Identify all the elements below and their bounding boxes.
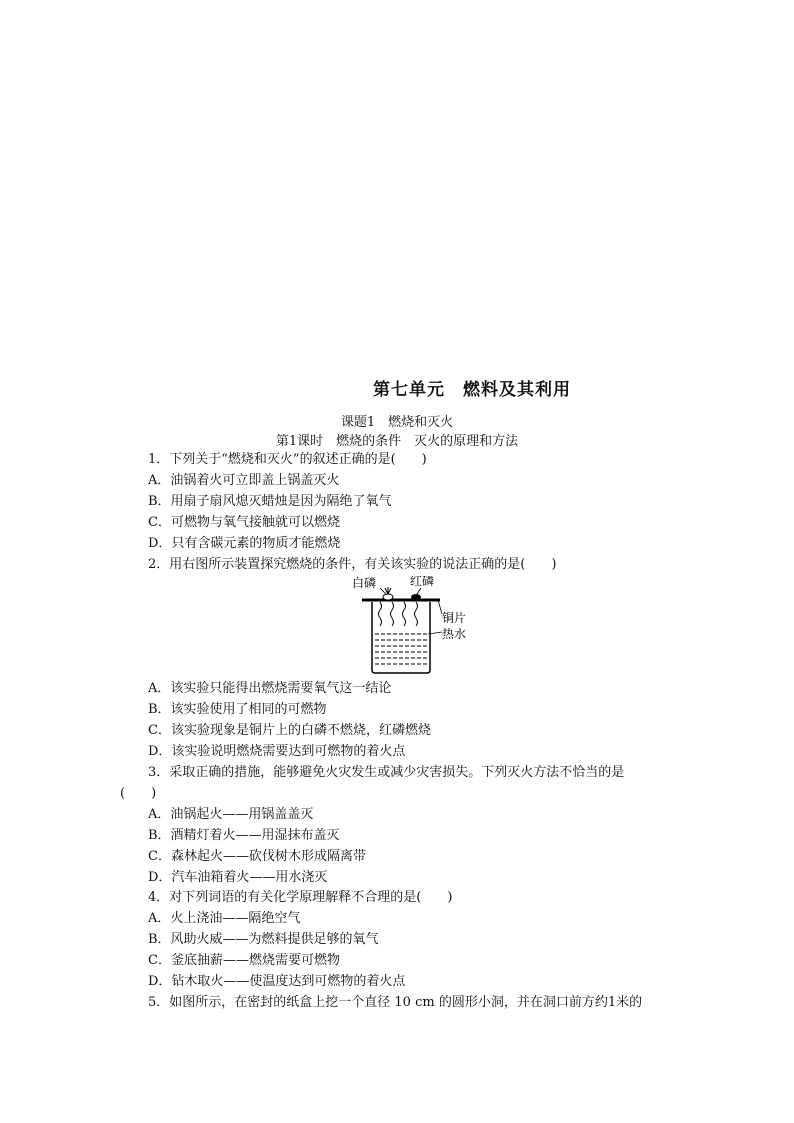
question-2-option-b: B．该实验使用了相同的可燃物 (148, 702, 327, 717)
question-1-option-a: A．油锅着火可立即盖上锅盖灭火 (148, 473, 340, 488)
label-white-phosphorus: 白磷 (352, 576, 377, 590)
question-3-option-d: D．汽车油箱着火——用水浇灭 (148, 870, 328, 885)
hot-water (375, 634, 427, 664)
label-copper-plate: 铜片 (442, 611, 467, 625)
question-4-option-a: A．火上浇油——隔绝空气 (148, 911, 301, 926)
question-3-option-b: B．酒精灯着火——用湿抹布盖灭 (148, 828, 340, 843)
question-3-stem: 3．采取正确的措施，能够避免火灾发生或减少灾害损失。下列灭火方法不恰当的是 (148, 765, 625, 780)
lesson-title: 课题1 燃烧和灭火 (340, 415, 454, 430)
question-1-option-d: D．只有含碳元素的物质才能燃烧 (148, 536, 341, 551)
question-1-option-b: B．用扇子扇风熄灭蜡烛是因为隔绝了氧气 (148, 494, 392, 509)
question-3-option-c: C．森林起火——砍伐树木形成隔离带 (148, 849, 366, 864)
period-title: 第1课时 燃烧的条件 灭火的原理和方法 (275, 434, 519, 449)
question-2-option-a: A．该实验只能得出燃烧需要氧气这一结论 (148, 681, 392, 696)
unit-title: 第七单元 燃料及其利用 (373, 380, 571, 400)
label-red-phosphorus: 红磷 (410, 576, 435, 588)
beaker (372, 602, 430, 673)
question-3-stem-cont: ( ) (120, 786, 157, 801)
white-phosphorus (383, 594, 393, 600)
question-2-option-d: D．该实验说明燃烧需要达到可燃物的着火点 (148, 744, 406, 759)
question-4-option-c: C．釜底抽薪——燃烧需要可燃物 (148, 953, 340, 968)
question-3-option-a: A．油锅起火——用锅盖盖灭 (148, 807, 314, 822)
label-hot-water: 热水 (442, 627, 467, 641)
question-2-option-c: C．该实验现象是铜片上的白磷不燃烧，红磷燃烧 (148, 723, 431, 738)
red-phosphorus (411, 594, 421, 600)
experiment-figure (348, 576, 472, 676)
question-4-option-b: B．风助火威——为燃料提供足够的氧气 (148, 932, 379, 947)
beaker-diagram (348, 576, 472, 676)
flame-icon (385, 587, 391, 594)
question-4-stem: 4．对下列词语的有关化学原理解释不合理的是( ) (148, 890, 453, 905)
question-1-option-c: C．可燃物与氧气接触就可以燃烧 (148, 515, 340, 530)
question-1-stem: 1．下列关于“燃烧和灭火”的叙述正确的是( ) (148, 452, 427, 467)
question-2-stem: 2．用右图所示装置探究燃烧的条件，有关该实验的说法正确的是( ) (148, 557, 557, 572)
question-4-option-d: D．钻木取火——使温度达到可燃物的着火点 (148, 974, 406, 989)
question-5-stem: 5．如图所示，在密封的纸盒上挖一个直径 10 cm 的圆形小洞，并在洞口前方约1米的 (148, 995, 643, 1010)
